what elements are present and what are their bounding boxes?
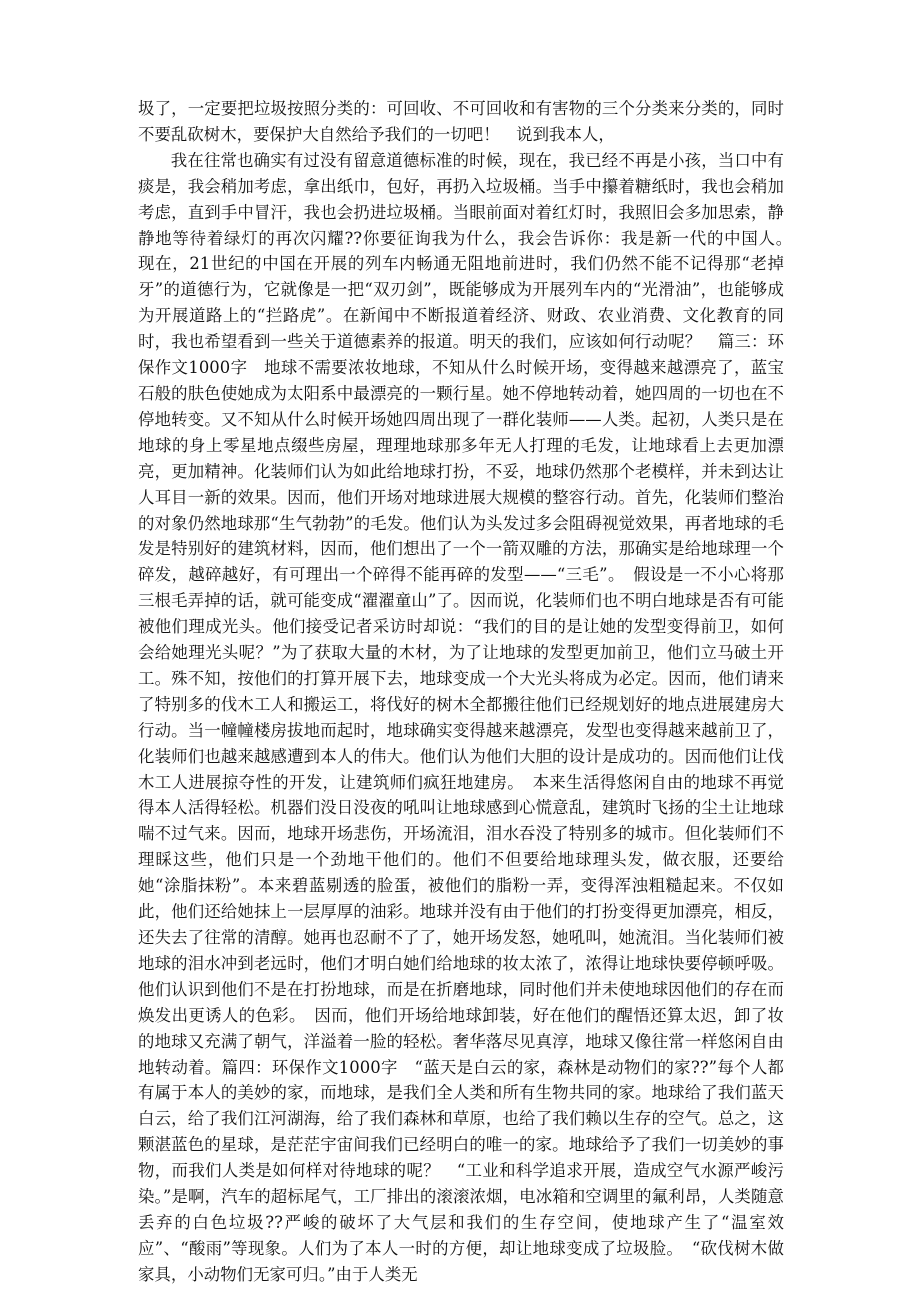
paragraph-2: 我在往常也确实有过没有留意道德标准的时候，现在，我已经不再是小孩，当口中有痰是，我会稍加考虑，拿出纸巾，包好，再扔入垃圾桶。当手中攥着糖纸时，我也会稍加考虑，直到手中冒汗，我也会扔进垃圾桶。当眼前面对着红灯时，我照旧会多加思索，静静地等待着绿灯的再次闪耀??你要征询我为什么，我会告诉你：我是新一代的中国人。 现在，21世纪的中国在开展的列车内畅通无阻地前进时，我们仍然不能不记得那“老掉牙”的道德行为，它就像是一把“双刃剑”，既能够成为开展列车内的“光滑油”，也能够成为开展道路上的“拦路虎”。在新闻中不断报道着经济、财政、农业消费、文化教育的同时，我也希望看到一些关于道德素养的报道。明天的我们，应该如何行动呢？ 篇三：环保作文1000字 地球不需要浓妆地球，不知从什么时候开场，变得越来越漂亮了，蓝宝石般的肤色使她成为太阳系中最漂亮的一颗行星。她不停地转动着，她四周的一切也在不停地转变。又不知从什么时候开场她四周出现了一群化装师——人类。起初，人类只是在地球的身上零星地点缀些房屋，理理地球那多年无人打理的毛发，让地球看上去更加漂亮，更加精神。化装师们认为如此给地球打扮，不妥，地球仍然那个老模样，并未到达让人耳目一新的效果。因而，他们开场对地球进展大规模的整容行动。首先，化装师们整治的对象仍然地球那“生气勃勃”的毛发。他们认为头发过多会阻碍视觉效果，再者地球的毛发是特别好的建筑材料，因而，他们想出了一个一箭双雕的方法，那确实是给地球理一个碎发，越碎越好，有可理出一个碎得不能再碎的发型——“三毛”。 假设是一不小心将那三根毛弄掉的话，就可能变成“濯濯童山”了。因而说，化装师们也不明白地球是否有可能被他们理成光头。他们接受记者采访时却说：“我们的目的是让她的发型变得前卫，如何会给她理光头呢？”为了获取大量的木材，为了让地球的发型更加前卫，他们立马破土开工。殊不知，按他们的打算开展下去，地球变成一个大光头将成为必定。因而，他们请来了特别多的伐木工人和搬运工，将伐好的树木全都搬往他们已经规划好的地点进展建房大行动。当一幢幢楼房拔地而起时，地球确实变得越来越漂亮，发型也变得越来越前卫了，化装师们也越来越感遭到本人的伟大。他们认为他们大胆的设计是成功的。因而他们让伐木工人进展掠夺性的开发，让建筑师们疯狂地建房。 本来生活得悠闲自由的地球不再觉得本人活得轻松。机器们没日没夜的吼叫让地球感到心慌意乱，建筑时飞扬的尘土让地球喘不过气来。因而，地球开场悲伤，开场流泪，泪水吞没了特别多的城市。但化装师们不理睬这些，他们只是一个劲地干他们的。他们不但要给地球理头发，做衣服，还要给她“涂脂抹粉”。本来碧蓝剔透的脸蛋，被他们的脂粉一弄，变得浑浊粗糙起来。不仅如此，他们还给她抹上一层厚厚的油彩。地球并没有由于他们的打扮变得更加漂亮，相反，还失去了往常的清醇。她再也忍耐不了了，她开场发怒，她吼叫，她流泪。当化装师们被地球的泪水冲到老远时，他们才明白她们给地球的妆太浓了，浓得让地球快要停顿呼吸。他们认识到他们不是在打扮地球，而是在折磨地球，同时他们并未使地球因他们的存在而焕发出更诱人的色彩。 因而，他们开场给地球卸装，好在他们的醒悟还算太迟，卸了妆的地球又充满了朝气，洋溢着一脸的轻松。奢华落尽见真淳，地球又像往常一样悠闲自由地转动着。篇四：环保作文1000字 “蓝天是白云的家，森林是动物们的家??”每个人都有属于本人的美妙的家，而地球，是我们全人类和所有生物共同的家。地球给了我们蓝天白云，给了我们江河湖海，给了我们森林和草原，也给了我们赖以生存的空气。总之，这颗湛蓝色的星球，是茫茫宇宙间我们已经明白的唯一的家。地球给予了我们一切美妙的事物，而我们人类是如何样对待地球的呢？ “工业和科学追求开展，造成空气水源严峻污染。”是啊，汽车的超标尾气，工厂排出的滚滚浓烟，电冰箱和空调里的氟利昂，人类随意丢弃的白色垃圾??严峻的破坏了大气层和我们的生存空间，使地球产生了“温室效应”、“酸雨”等现象。人们为了本人一时的方便，却让地球变成了垃圾脸。 “砍伐树木做家具，小动物们无家可归。”由于人类无 xyxy=(138,150,801,1284)
paragraph-1: 圾了，一定要把垃圾按照分类的：可回收、不可回收和有害物的三个分类来分类的，同时不要乱砍树木，要保护大自然给予我们的一切吧！ 说到我本人， xyxy=(138,99,784,144)
document-page xyxy=(138,96,801,1288)
